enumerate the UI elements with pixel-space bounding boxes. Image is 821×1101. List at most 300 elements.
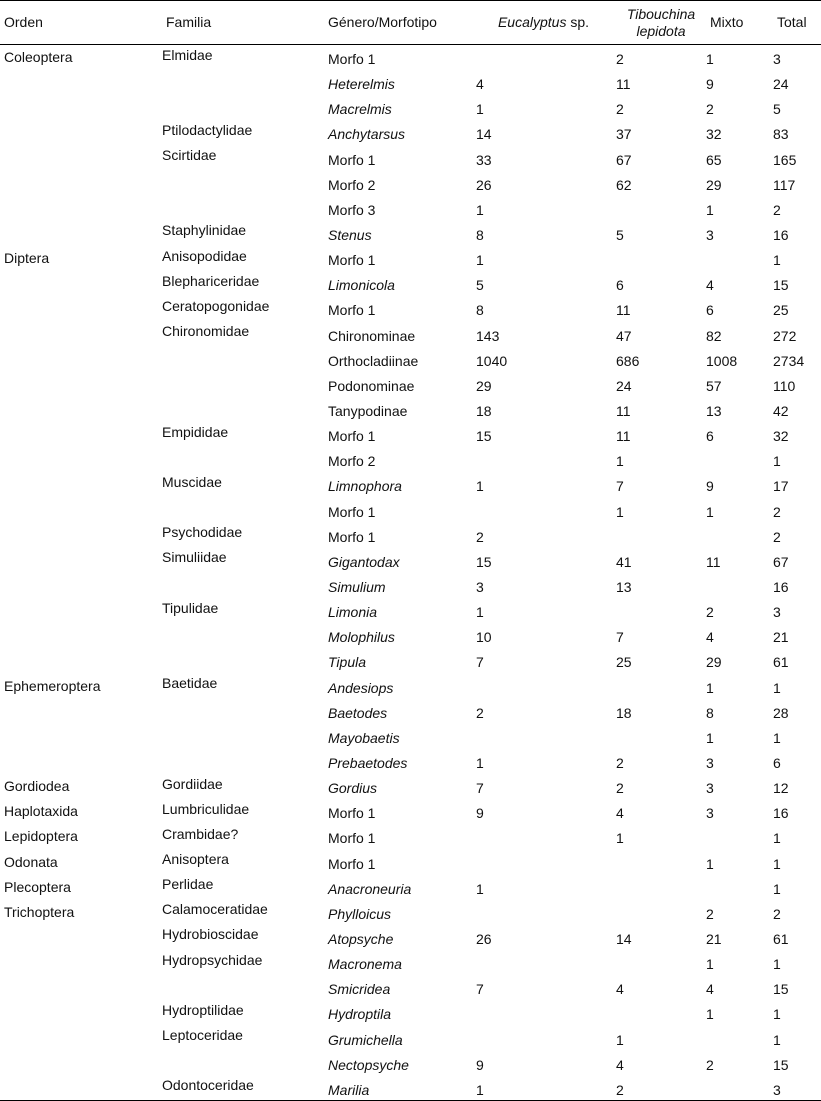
familia-cell: Staphylinidae xyxy=(162,222,247,239)
mixto-cell: 9 xyxy=(706,76,714,93)
total-cell: 28 xyxy=(773,704,789,721)
familia-cell xyxy=(162,396,328,421)
tibouchina-cell xyxy=(616,195,706,220)
mixto-cell: 1008 xyxy=(706,352,738,369)
eucalyptus-cell: 7 xyxy=(476,654,484,671)
tibouchina-cell xyxy=(616,522,706,547)
eucalyptus-cell xyxy=(471,447,616,472)
table-row xyxy=(0,497,821,522)
total-cell: 1 xyxy=(773,956,781,973)
familia-cell: Calamoceratidae xyxy=(162,901,268,918)
mixto-cell xyxy=(706,1025,773,1050)
total-cell: 83 xyxy=(773,126,789,143)
mixto-cell xyxy=(706,824,773,849)
genero-cell: Anchytarsus xyxy=(328,126,406,143)
total-cell: 1 xyxy=(773,252,781,269)
total-cell: 1 xyxy=(773,453,781,470)
header-genero: Género/Morfotipo xyxy=(328,1,471,45)
tibouchina-cell: 1 xyxy=(616,503,624,520)
orden-cell: Haplotaxida xyxy=(4,803,78,820)
mixto-cell: 2 xyxy=(706,101,714,118)
mixto-cell: 3 xyxy=(706,805,714,822)
total-cell: 25 xyxy=(773,302,789,319)
tibouchina-cell: 41 xyxy=(616,553,632,570)
mixto-cell xyxy=(706,874,773,899)
eucalyptus-cell: 1 xyxy=(476,755,484,771)
orden-cell xyxy=(0,623,162,648)
eucalyptus-cell: 26 xyxy=(476,930,492,947)
eucalyptus-cell: 9 xyxy=(476,805,484,822)
total-cell: 1 xyxy=(773,1006,781,1023)
total-cell: 272 xyxy=(773,327,797,344)
table-row xyxy=(0,296,821,321)
genero-cell: Morfo 1 xyxy=(328,51,376,68)
header-total: Total xyxy=(773,1,821,45)
familia-cell: Lumbriculidae xyxy=(162,800,250,817)
total-cell: 16 xyxy=(773,579,789,596)
table-row xyxy=(0,195,821,220)
total-cell: 2734 xyxy=(773,352,805,369)
mixto-cell xyxy=(706,246,773,271)
orden-cell xyxy=(0,371,162,396)
tibouchina-cell: 4 xyxy=(616,1056,624,1073)
header-mixto: Mixto xyxy=(706,1,773,45)
familia-cell xyxy=(162,70,328,95)
table-row xyxy=(0,220,821,245)
familia-cell xyxy=(162,371,328,396)
eucalyptus-cell: 10 xyxy=(476,629,492,646)
genero-cell: Nectopsyche xyxy=(328,1056,409,1073)
total-cell: 1 xyxy=(773,880,781,897)
table-row xyxy=(0,45,821,70)
genero-cell: Morfo 1 xyxy=(328,252,376,269)
genero-cell: Mayobaetis xyxy=(328,729,400,746)
familia-cell xyxy=(162,346,328,371)
familia-cell xyxy=(162,623,328,648)
familia-cell xyxy=(162,572,328,597)
table-row xyxy=(0,950,821,975)
tibouchina-cell: 6 xyxy=(616,277,624,294)
table-row xyxy=(0,170,821,195)
orden-cell xyxy=(0,70,162,95)
orden-cell xyxy=(0,723,162,748)
mixto-cell: 2 xyxy=(706,905,714,922)
mixto-cell: 6 xyxy=(706,428,714,445)
total-cell: 16 xyxy=(773,227,789,244)
orden-cell xyxy=(0,170,162,195)
familia-cell: Anisopodidae xyxy=(162,247,247,264)
table-row xyxy=(0,396,821,421)
eucalyptus-cell: 29 xyxy=(476,377,492,394)
tibouchina-cell: 25 xyxy=(616,654,632,671)
mixto-cell: 82 xyxy=(706,327,722,344)
tibouchina-cell: 7 xyxy=(616,629,624,646)
mixto-cell: 29 xyxy=(706,176,722,193)
total-cell: 2 xyxy=(773,201,781,218)
table-row xyxy=(0,447,821,472)
eucalyptus-cell: 1 xyxy=(476,252,484,269)
table-row xyxy=(0,748,821,773)
familia-cell: Leptoceridae xyxy=(162,1026,243,1043)
mixto-cell: 1 xyxy=(706,956,714,973)
orden-cell xyxy=(0,447,162,472)
table-row xyxy=(0,648,821,673)
genero-cell: Marilia xyxy=(328,1075,471,1100)
genero-cell: Tipula xyxy=(328,654,367,671)
eucalyptus-cell: 15 xyxy=(476,553,492,570)
table-body xyxy=(0,45,821,1101)
mixto-cell: 13 xyxy=(706,403,722,420)
genero-cell: Tanypodinae xyxy=(328,403,408,420)
mixto-cell: 21 xyxy=(706,930,722,947)
mixto-cell: 4 xyxy=(706,981,714,998)
eucalyptus-cell: 8 xyxy=(476,227,484,244)
eucalyptus-cell xyxy=(471,45,616,70)
table-row xyxy=(0,120,821,145)
genero-cell: Macronema xyxy=(328,956,402,973)
total-cell: 42 xyxy=(773,403,789,420)
tibouchina-cell: 2 xyxy=(616,51,624,68)
table-row xyxy=(0,70,821,95)
tibouchina-cell: 4 xyxy=(616,981,624,998)
total-cell: 165 xyxy=(773,151,797,168)
orden-cell: Lepidoptera xyxy=(4,828,78,845)
orden-cell xyxy=(0,924,162,949)
genero-cell: Limonia xyxy=(328,604,378,621)
genero-cell: Hydroptila xyxy=(328,1006,392,1023)
genero-cell: Macrelmis xyxy=(328,101,392,118)
tibouchina-cell xyxy=(616,899,706,924)
eucalyptus-cell: 1 xyxy=(476,478,484,495)
header-eucalyptus-italic: Eucalyptus xyxy=(497,14,567,30)
tibouchina-cell: 11 xyxy=(616,76,631,93)
orden-cell xyxy=(0,648,162,673)
total-cell: 1 xyxy=(773,679,781,696)
eucalyptus-cell xyxy=(471,950,616,975)
familia-cell xyxy=(162,497,328,522)
familia-cell: Psychodidae xyxy=(162,524,243,541)
tibouchina-cell: 11 xyxy=(616,428,631,445)
mixto-cell: 3 xyxy=(706,755,714,771)
table-row xyxy=(0,623,821,648)
orden-cell xyxy=(0,522,162,547)
mixto-cell: 2 xyxy=(706,1056,714,1073)
total-cell: 1 xyxy=(773,855,781,872)
table-row xyxy=(0,321,821,346)
total-cell: 3 xyxy=(773,604,781,621)
genero-cell: Morfo 1 xyxy=(328,830,376,847)
table-row xyxy=(0,346,821,371)
familia-cell xyxy=(162,95,328,120)
mixto-cell: 29 xyxy=(706,654,722,671)
eucalyptus-cell: 1 xyxy=(476,880,484,897)
header-orden: Orden xyxy=(0,1,162,45)
orden-cell xyxy=(0,497,162,522)
genero-cell: Morfo 1 xyxy=(328,503,376,520)
eucalyptus-cell: 7 xyxy=(476,981,484,998)
eucalyptus-cell: 1 xyxy=(471,1075,616,1100)
tibouchina-cell: 1 xyxy=(616,1031,624,1048)
tibouchina-cell: 11 xyxy=(616,302,631,319)
table-row xyxy=(0,899,821,924)
tibouchina-cell: 14 xyxy=(616,930,632,947)
mixto-cell: 65 xyxy=(706,151,722,168)
eucalyptus-cell: 5 xyxy=(476,277,484,294)
total-cell: 24 xyxy=(773,76,789,93)
orden-cell: Trichoptera xyxy=(4,903,75,920)
eucalyptus-cell xyxy=(471,899,616,924)
total-cell: 15 xyxy=(773,277,789,294)
table-row xyxy=(0,698,821,723)
table-row xyxy=(0,1000,821,1025)
orden-cell xyxy=(0,950,162,975)
genero-cell: Morfo 1 xyxy=(328,805,376,822)
tibouchina-cell xyxy=(616,673,706,698)
tibouchina-cell: 7 xyxy=(616,478,624,495)
orden-cell xyxy=(0,547,162,572)
mixto-cell: 32 xyxy=(706,126,722,143)
familia-cell: Elmidae xyxy=(162,47,213,63)
tibouchina-cell: 67 xyxy=(616,151,632,168)
tibouchina-cell: 24 xyxy=(616,377,632,394)
mixto-cell xyxy=(706,522,773,547)
table-row xyxy=(0,774,821,799)
mixto-cell: 3 xyxy=(706,780,714,797)
eucalyptus-cell xyxy=(471,1025,616,1050)
tibouchina-cell: 2 xyxy=(616,101,624,118)
tibouchina-cell: 62 xyxy=(616,176,632,193)
tibouchina-cell xyxy=(616,950,706,975)
table-row xyxy=(0,522,821,547)
mixto-cell: 8 xyxy=(706,704,714,721)
genero-cell: Smicridea xyxy=(328,981,391,998)
familia-cell: Muscidae xyxy=(162,473,222,490)
tibouchina-cell xyxy=(616,723,706,748)
orden-cell xyxy=(0,1075,162,1100)
table-row xyxy=(0,975,821,1000)
total-cell: 2 xyxy=(773,503,781,520)
mixto-cell: 1 xyxy=(706,729,714,746)
tibouchina-cell xyxy=(616,874,706,899)
orden-cell xyxy=(0,975,162,1000)
genero-cell: Morfo 1 xyxy=(328,302,376,319)
orden-cell: Plecoptera xyxy=(4,878,71,895)
orden-cell: Ephemeroptera xyxy=(4,677,101,694)
mixto-cell: 3 xyxy=(706,227,714,244)
genero-cell: Morfo 1 xyxy=(328,528,376,545)
familia-cell xyxy=(162,195,328,220)
eucalyptus-cell: 1 xyxy=(476,201,484,218)
total-cell: 3 xyxy=(773,1075,821,1100)
familia-cell: Baetidae xyxy=(162,675,218,692)
familia-cell xyxy=(162,975,328,1000)
eucalyptus-cell xyxy=(471,723,616,748)
table-row xyxy=(0,271,821,296)
orden-cell xyxy=(0,271,162,296)
total-cell: 2 xyxy=(773,528,781,545)
orden-cell xyxy=(0,472,162,497)
tibouchina-cell: 2 xyxy=(616,780,624,797)
familia-cell xyxy=(162,748,328,773)
mixto-cell: 1 xyxy=(706,1006,714,1023)
eucalyptus-cell xyxy=(471,849,616,874)
orden-cell xyxy=(0,346,162,371)
table-row xyxy=(0,422,821,447)
familia-cell xyxy=(162,723,328,748)
eucalyptus-cell: 9 xyxy=(476,1056,484,1073)
orden-cell xyxy=(0,396,162,421)
genero-cell: Morfo 2 xyxy=(328,176,376,193)
mixto-cell: 1 xyxy=(706,201,714,218)
tibouchina-cell: 1 xyxy=(616,830,624,847)
familia-cell xyxy=(162,170,328,195)
tibouchina-cell: 4 xyxy=(616,805,624,822)
eucalyptus-cell: 1040 xyxy=(476,352,508,369)
orden-cell xyxy=(0,95,162,120)
familia-cell: Crambidae? xyxy=(162,825,239,842)
total-cell: 110 xyxy=(773,377,796,394)
familia-cell: Blephariceridae xyxy=(162,272,260,289)
familia-cell xyxy=(162,648,328,673)
familia-cell: Hydroptilidae xyxy=(162,1001,244,1018)
table-row xyxy=(0,547,821,572)
total-cell: 61 xyxy=(773,930,789,947)
total-cell: 61 xyxy=(773,654,789,671)
genero-cell: Morfo 2 xyxy=(328,453,376,470)
familia-cell: Tipulidae xyxy=(162,599,219,616)
table-row xyxy=(0,824,821,849)
table-row xyxy=(0,874,821,899)
orden-cell xyxy=(0,698,162,723)
tibouchina-cell: 1 xyxy=(616,453,624,470)
genero-cell: Gordius xyxy=(328,780,378,797)
mixto-cell: 9 xyxy=(706,478,714,495)
orden-cell xyxy=(0,120,162,145)
mixto-cell xyxy=(706,1075,773,1100)
total-cell: 6 xyxy=(773,755,781,771)
eucalyptus-cell: 1 xyxy=(476,604,484,621)
tibouchina-cell: 686 xyxy=(616,352,640,369)
table-row xyxy=(0,723,821,748)
genero-cell: Morfo 1 xyxy=(328,855,376,872)
genero-cell: Morfo 1 xyxy=(328,428,376,445)
header-tibouchina-line1: Tibouchina xyxy=(626,5,696,22)
tibouchina-cell: 2 xyxy=(616,755,624,771)
eucalyptus-cell: 1 xyxy=(476,101,484,118)
table-row xyxy=(0,673,821,698)
mixto-cell: 1 xyxy=(706,855,714,872)
mixto-cell: 6 xyxy=(706,302,714,319)
familia-cell xyxy=(162,447,328,472)
mixto-cell: 1 xyxy=(706,51,714,68)
genero-cell: Atopsyche xyxy=(328,930,394,947)
total-cell: 117 xyxy=(773,176,796,193)
familia-cell: Anisoptera xyxy=(162,851,229,867)
tibouchina-cell: 11 xyxy=(616,403,631,420)
table-row xyxy=(0,1025,821,1050)
tibouchina-cell: 37 xyxy=(616,126,632,143)
genero-cell: Stenus xyxy=(328,227,372,244)
table-row xyxy=(0,1050,821,1075)
mixto-cell: 57 xyxy=(706,377,722,394)
total-cell: 1 xyxy=(773,830,781,847)
header-eucalyptus-suffix: sp. xyxy=(566,14,590,30)
orden-cell xyxy=(0,195,162,220)
eucalyptus-cell: 3 xyxy=(476,579,484,596)
table-row xyxy=(0,95,821,120)
orden-cell xyxy=(0,1050,162,1075)
total-cell: 12 xyxy=(773,780,789,797)
orden-cell xyxy=(0,422,162,447)
genero-cell: Morfo 1 xyxy=(328,151,376,168)
genero-cell: Simulium xyxy=(328,579,386,596)
table-header xyxy=(0,1,821,45)
orden-cell xyxy=(0,1000,162,1025)
header-eucalyptus xyxy=(471,1,616,45)
genero-cell: Morfo 3 xyxy=(328,201,376,218)
mixto-cell: 11 xyxy=(706,553,721,570)
familia-cell: Empididae xyxy=(162,423,229,440)
orden-cell: Diptera xyxy=(4,250,50,267)
eucalyptus-cell: 7 xyxy=(476,780,484,797)
table-row xyxy=(0,246,821,271)
eucalyptus-cell: 4 xyxy=(476,76,484,93)
familia-cell: Odontoceridae xyxy=(162,1075,328,1100)
orden-cell xyxy=(0,145,162,170)
tibouchina-cell xyxy=(616,849,706,874)
familia-cell: Hydropsychidae xyxy=(162,951,263,968)
total-cell: 15 xyxy=(773,981,789,998)
mixto-cell xyxy=(706,572,773,597)
table-row xyxy=(0,849,821,874)
total-cell: 1 xyxy=(773,729,781,746)
total-cell: 5 xyxy=(773,101,781,118)
total-cell: 1 xyxy=(773,1031,781,1048)
orden-cell xyxy=(0,296,162,321)
eucalyptus-cell xyxy=(471,1000,616,1025)
tibouchina-cell: 13 xyxy=(616,579,632,596)
table-row xyxy=(0,145,821,170)
tibouchina-cell xyxy=(616,1000,706,1025)
genero-cell: Gigantodax xyxy=(328,553,400,570)
mixto-cell: 4 xyxy=(706,277,714,294)
genero-cell: Podonominae xyxy=(328,377,415,394)
genero-cell: Molophilus xyxy=(328,629,395,646)
total-cell: 21 xyxy=(773,629,789,646)
genero-cell: Andesiops xyxy=(328,679,394,696)
orden-cell xyxy=(0,572,162,597)
orden-cell: Odonata xyxy=(4,853,58,870)
genero-cell: Baetodes xyxy=(328,704,388,721)
familia-cell: Gordiidae xyxy=(162,775,223,792)
orden-cell: Coleoptera xyxy=(4,49,73,66)
eucalyptus-cell: 26 xyxy=(476,176,492,193)
genero-cell: Phylloicus xyxy=(328,905,392,922)
tibouchina-cell: 5 xyxy=(616,227,624,244)
familia-cell: Perlidae xyxy=(162,876,214,893)
mixto-cell: 4 xyxy=(706,629,714,646)
eucalyptus-cell: 33 xyxy=(476,151,492,168)
genero-cell: Heterelmis xyxy=(328,76,395,93)
genero-cell: Grumichella xyxy=(328,1031,403,1048)
eucalyptus-cell: 2 xyxy=(476,704,484,721)
orden-cell xyxy=(0,1025,162,1050)
table-row xyxy=(0,1075,821,1100)
genero-cell: Chironominae xyxy=(328,327,416,344)
eucalyptus-cell: 15 xyxy=(476,428,492,445)
total-cell: 67 xyxy=(773,553,789,570)
orden-cell xyxy=(0,220,162,245)
